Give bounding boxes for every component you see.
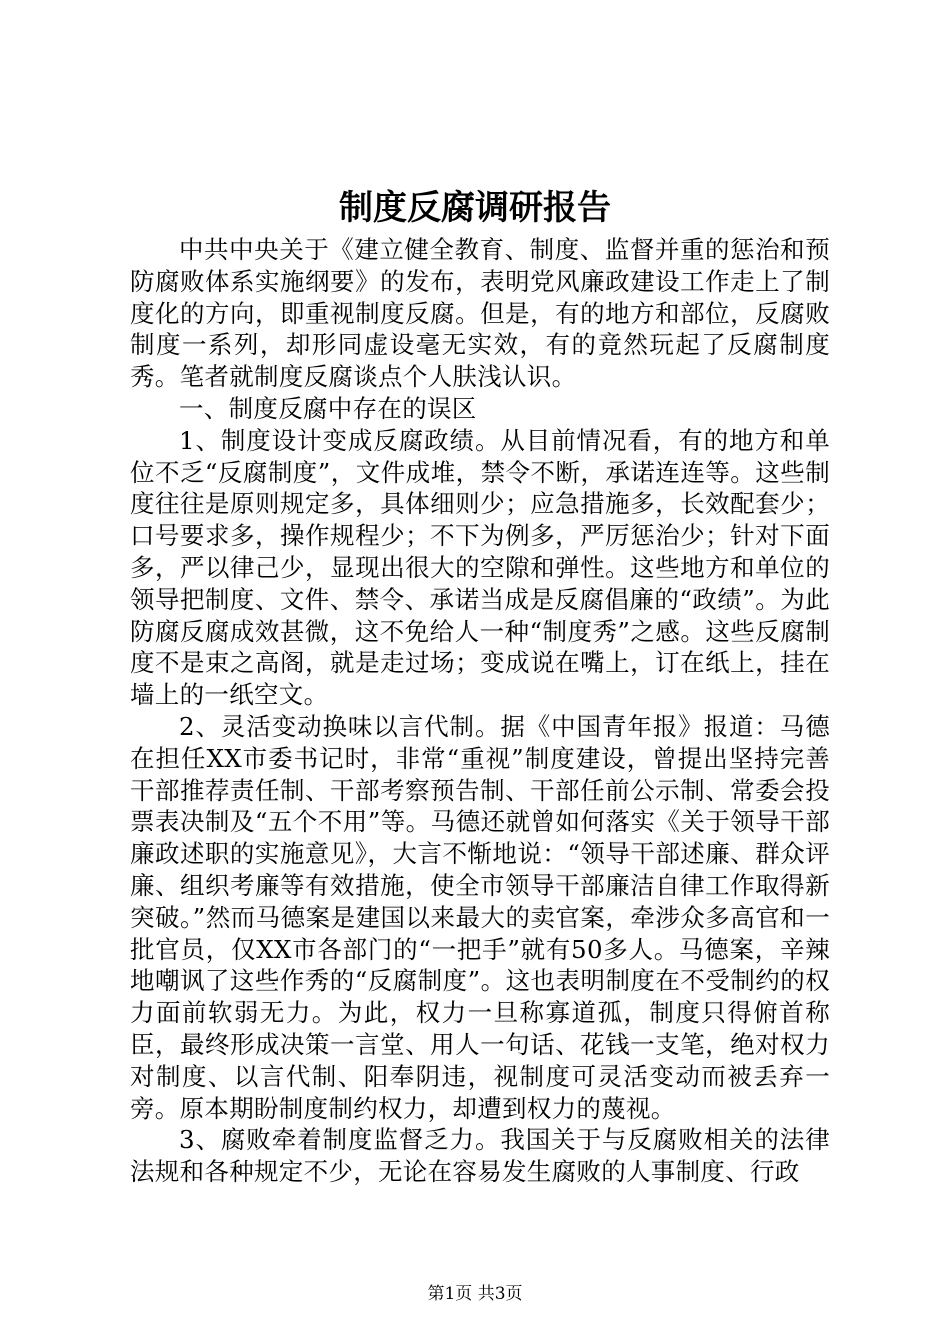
document-body [130,234,830,1188]
paragraph-point-1: 1、制度设计变成反腐政绩。从目前情况看，有的地方和单位不乏“反腐制度”，文件成堆，禁令不断，承诺连连等。这些制度往往是原则规定多，具体细则少；应急措施多，长效配套少；口号要求多，操作规程少；不下为例多，严厉惩治少；针对下面多，严以律己少，显现出很大的空隙和弹性。这些地方和单位的领导把制度、文件、禁令、承诺当成是反腐倡廉的“政绩”。为此防腐反腐成效甚微，这不免给人一种“制度秀”之感。这些反腐制度不是束之高阁，就是走过场；变成说在嘴上，订在纸上，挂在墙上的一纸空文。 [130,425,830,710]
paragraph-intro: 中共中央关于《建立健全教育、制度、监督并重的惩治和预防腐败体系实施纲要》的发布，表明党风廉政建设工作走上了制度化的方向，即重视制度反腐。但是，有的地方和部位，反腐败制度一系列，却形同虚设毫无实效，有的竟然玩起了反腐制度秀。笔者就制度反腐谈点个人肤浅认识。 [130,235,830,392]
paragraph-point-3: 3、腐败牵着制度监督乏力。我国关于与反腐败相关的法律法规和各种规定不少，无论在容易发生腐败的人事制度、行政 [130,1125,830,1187]
document-title: 制度反腐调研报告 [339,188,611,228]
section-heading: 一、制度反腐中存在的误区 [179,393,477,423]
paragraph-point-2: 2、灵活变动换味以言代制。据《中国青年报》报道：马德在担任XX市委书记时，非常“重视”制度建设，曾提出坚持完善干部推荐责任制、干部考察预告制、干部任前公示制、常委会投票表决制及“五个不用”等。马德还就曾如何落实《关于领导干部廉政述职的实施意见》，大言不惭地说：“领导干部述廉、群众评廉、组织考廉等有效措施，使全市领导干部廉洁自律工作取得新突破。”然而马德案是建国以来最大的卖官案，牵涉众多高官和一批官员，仅XX市各部门的“一把手”就有50多人。马德案，辛辣地嘲讽了这些作秀的“反腐制度”。这也表明制度在不受制约的权力面前软弱无力。为此，权力一旦称寡道孤，制度只得俯首称臣，最终形成决策一言堂、用人一句话、花钱一支笔，绝对权力对制度、以言代制、阳奉阴违，视制度可灵活变动而被丢弃一旁。原本期盼制度制约权力，却遭到权力的蔑视。 [130,711,830,1123]
page-number-footer: 第1页 共3页 [427,1284,523,1304]
